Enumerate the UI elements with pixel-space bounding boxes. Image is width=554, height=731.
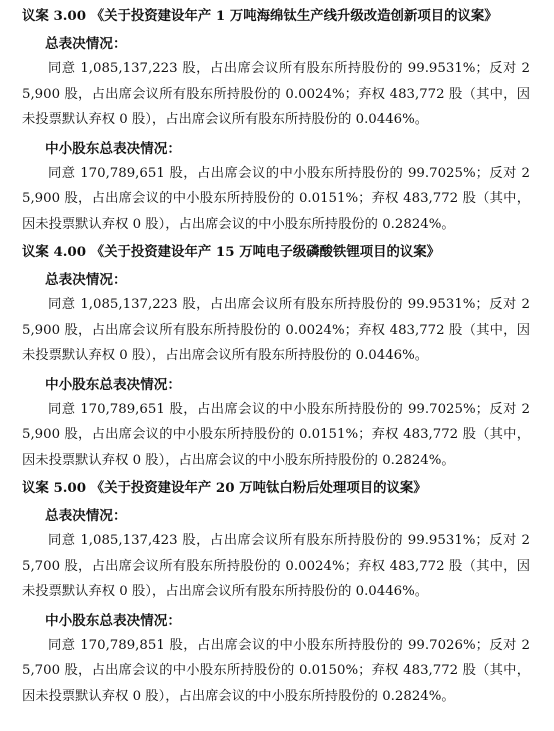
motion-4-total-heading: 总表决情况：	[45, 272, 127, 288]
motion-5-block	[22, 477, 530, 709]
motion-4-total-text: 同意 1,085,137,223 股，占出席会议所有股东所持股份的 99.9531%；反对 25,900 股，占出席会议所有股东所持股份的 0.0024%；弃权 483,772 股（其中，因未投票默认弃权 0 股），占出席会议所有股东所持股份的 0.0446%。	[22, 297, 530, 363]
motion-3-title: 议案 3.00 《关于投资建设年产 1 万吨海绵钛生产线升级改造创新项目的议案》	[22, 8, 498, 24]
motion-4-small-text: 同意 170,789,651 股，占出席会议的中小股东所持股份的 99.7025%；反对 25,900 股，占出席会议的中小股东所持股份的 0.0151%；弃权 483,772 股（其中，因未投票默认弃权 0 股），占出席会议的中小股东所持股份的 0.2824%。	[22, 401, 530, 468]
motion-3-block	[22, 5, 530, 237]
motion-5-total-text: 同意 1,085,137,423 股，占出席会议所有股东所持股份的 99.9531%；反对 25,700 股，占出席会议所有股东所持股份的 0.0024%；弃权 483,772 股（其中，因未投票默认弃权 0 股），占出席会议所有股东所持股份的 0.0446%。	[22, 533, 530, 599]
motion-5-small-text: 同意 170,789,851 股，占出席会议的中小股东所持股份的 99.7026%；反对 25,700 股，占出席会议的中小股东所持股份的 0.0150%；弃权 483,772 股（其中，因未投票默认弃权 0 股），占出席会议的中小股东所持股份的 0.2824%。	[22, 637, 530, 704]
motion-3-small-heading: 中小股东总表决情况：	[45, 140, 181, 157]
motion-3-total-text: 同意 1,085,137,223 股，占出席会议所有股东所持股份的 99.9531%；反对 25,900 股，占出席会议所有股东所持股份的 0.0024%；弃权 483,772 股（其中，因未投票默认弃权 0 股），占出席会议所有股东所持股份的 0.0446%。	[22, 61, 530, 127]
motion-5-total-heading: 总表决情况：	[45, 508, 127, 524]
motion-3-small-text: 同意 170,789,651 股，占出席会议的中小股东所持股份的 99.7025%；反对 25,900 股，占出席会议的中小股东所持股份的 0.0151%；弃权 483,772 股（其中，因未投票默认弃权 0 股），占出席会议的中小股东所持股份的 0.2824%。	[22, 165, 530, 232]
motion-4-small-heading: 中小股东总表决情况：	[45, 376, 181, 393]
motion-5-small-heading: 中小股东总表决情况：	[45, 612, 181, 629]
motion-4-block	[22, 241, 530, 473]
motion-3-total-heading: 总表决情况：	[45, 36, 127, 52]
motion-5-title: 议案 5.00 《关于投资建设年产 20 万吨钛白粉后处理项目的议案》	[22, 480, 427, 496]
motion-4-title: 议案 4.00 《关于投资建设年产 15 万吨电子级磷酸铁锂项目的议案》	[22, 244, 441, 260]
